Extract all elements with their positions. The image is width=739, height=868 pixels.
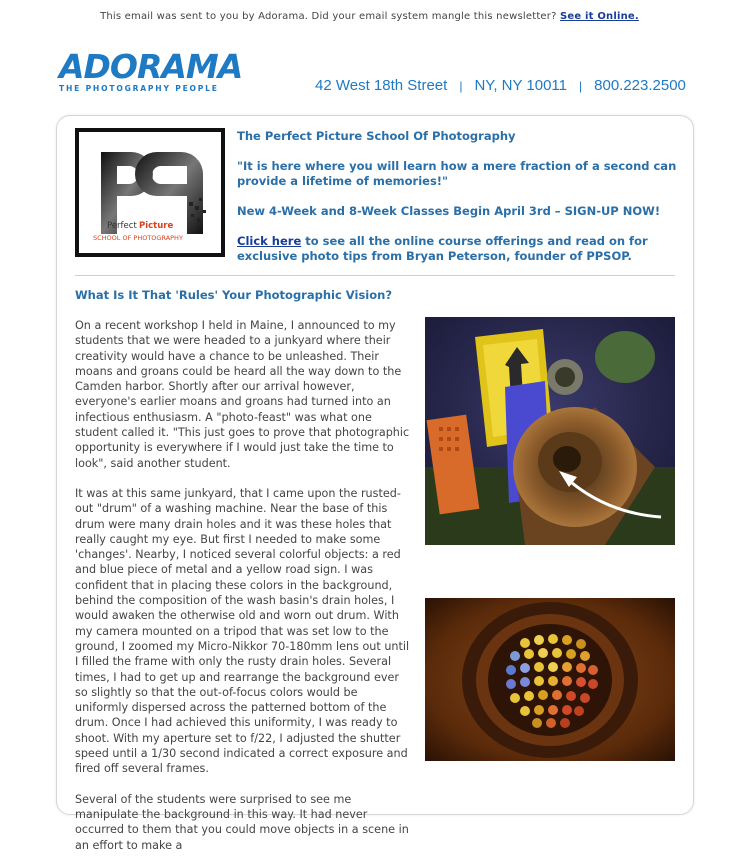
address: 42 West 18th Street xyxy=(315,77,448,94)
phone: 800.223.2500 xyxy=(594,77,686,94)
logo-word: ADORAMA xyxy=(59,47,243,86)
ppsop-logo-graphic xyxy=(79,132,221,253)
adorama-logo[interactable] xyxy=(59,47,251,94)
article-paragraph: Several of the students were surprised to see me manipulate the background in this way. It had never occurred to them that you could move objects in a scene in an effort to make a xyxy=(75,792,409,852)
intro-title: The Perfect Picture School Of Photography xyxy=(237,129,516,143)
cta-text: to see all the online course offerings and read on for exclusive photo tips from Bryan Peterson, founder of PPSOP. xyxy=(237,234,648,263)
drain-holes-photo[interactable] xyxy=(425,598,675,761)
notice-text: This email was sent to you by Adorama. Did your email system mangle this newsletter? xyxy=(100,11,557,22)
article-body xyxy=(75,318,410,868)
intro-section xyxy=(237,129,682,279)
contact-info xyxy=(315,77,686,94)
junkyard-photo[interactable] xyxy=(425,317,675,545)
ppsop-logo[interactable] xyxy=(75,128,225,257)
junkyard-photo-graphic xyxy=(425,317,675,545)
email-notice xyxy=(0,11,739,22)
see-online-link[interactable]: See it Online. xyxy=(560,11,639,22)
logo-perfect: Perfect xyxy=(107,221,137,231)
city: NY, NY 10011 xyxy=(474,77,568,94)
section-divider xyxy=(75,275,675,276)
logo-school: SCHOOL OF PHOTOGRAPHY xyxy=(93,234,183,242)
article-paragraph: It was at this same junkyard, that I came upon the rusted-out "drum" of a washing machine. Near the base of this drum were many drain holes and it was these holes that really caught my eye. But first I needed to make some 'changes'. Nearby, I noticed several colorful objects: a red and blue piece of metal and a yellow road sign. I was confident that in placing these colors in the background, behind the composition of the wash basin's drain holes, I would awaken the otherwise old and worn out drum. With my camera mounted on a tripod that was set low to the ground, I zoomed my Micro-Nikkor 70-180mm lens out until I filled the frame with only the rusty drain holes. Several times, I had to get up and rearrange the background ever so slightly so that the out-of-focus colors would be uniformly dispersed across the patterned bottom of the drum. Once I had achieved this uniformity, I was ready to shoot. With my aperture set to f/22, I adjusted the shutter speed until a 1/30 second indicated a correct exposure and fired off several frames. xyxy=(75,486,410,776)
article-heading: What Is It That 'Rules' Your Photographic Vision? xyxy=(75,288,392,302)
separator: | xyxy=(579,79,583,93)
drain-holes-photo-graphic xyxy=(425,598,675,761)
intro-classes: New 4-Week and 8-Week Classes Begin April 3rd – SIGN-UP NOW! xyxy=(237,204,661,218)
intro-quote: "It is here where you will learn how a mere fraction of a second can provide a lifetime of memories!" xyxy=(237,159,677,188)
logo-picture: Picture xyxy=(139,221,174,231)
logo-tagline: THE PHOTOGRAPHY PEOPLE xyxy=(59,84,219,93)
separator: | xyxy=(459,79,463,93)
click-here-link[interactable]: Click here xyxy=(237,234,302,248)
article-paragraph: On a recent workshop I held in Maine, I announced to my students that we were headed to a junkyard where their creativity would have a chance to be unleashed. Their moans and groans could be heard all the way down to the Camden harbor. Shortly after our arrival however, everyone's earlier moans and groans had turned into an infectious enthusiasm. A "photo-feast" was what one student called it. "This just goes to prove that photographic opportunity is everywhere if I would just take the time to look", said another student. xyxy=(75,319,410,470)
intro-cta xyxy=(237,234,682,264)
